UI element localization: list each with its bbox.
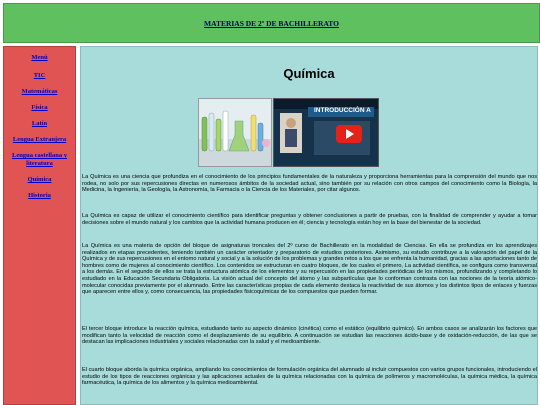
paragraph-fourth-block: El cuarto bloque aborda la química orgánica, ampliando los conocimientos de formulación orgánica del alumnado al incluir compuestos con varios grupos funcionales, introduciendo el estudio de los tipos de reacciones orgánicas y las aplicaciones actuales de la química relacionadas con la química de polímeros y macromoléculas, la química médica, la química farmacéutica, la química de los alimentos y la química medioambiental. — [82, 367, 537, 387]
nav-item-tic[interactable]: TIC — [33, 72, 46, 79]
paragraph-third-block: El tercer bloque introduce la reacción química, estudiando tanto su aspecto dinámico (cinética) como el estático (equilibrio químico). En ambos casos se analizarán los factores que modifican tanto la velocidad de reacción como el desplazamiento de su equilibrio. A continuación se estudian las reacciones ácido-base y de oxidación-reducción, de las que se destacan las implicaciones industriales y sociales relacionadas con la salud y el medioambiente. — [82, 326, 537, 346]
paragraph-subject-structure: La Química es una materia de opción del bloque de asignaturas troncales del 2º curso de Bachillerato en la modalidad de Ciencias. En ella se profundiza en los aprendizajes realizados en etapas precedentes, teniendo también un carácter orientador y preparatorio de estudios posteriores. Asimismo, su estudio contribuye a la valoración del papel de la Química y de sus repercusiones en el entorno natural y social y a la solución de los problemas y grandes retos a los que se enfrenta la humanidad, gracias a las aportaciones tanto de hombres como de mujeres al conocimiento científico. Los contenidos se estructuran en cuatro bloques, de los cuales el primero, La actividad científica, se configura como transversal a los demás. En el segundo de ellos se trata la estructura atómica de los elementos y su repercusión en las propiedades periódicas de los mismos, profundizando y completando lo estudiado en la Educación Secundaria Obligatoria. La visión actual del concepto del átomo y las subpartículas que lo conforman contrasta con las nociones de la teoría atómico-molecular conocidas previamente por el alumnado. Entre las características propias de cada elemento destaca la reactividad de sus átomos y los distintos tipos de enlaces y fuerzas que aparecen entre ellos y, como consecuencia, las propiedades fisicoquímicas de los compuestos que pueden formar. — [82, 243, 537, 296]
nav-item-historia[interactable]: Historia — [28, 192, 51, 199]
page-title: Química — [283, 66, 335, 81]
nav-item-lengua-castellana[interactable]: Lengua castellana y literatura — [12, 152, 67, 167]
nav-item-quimica[interactable]: Química — [27, 176, 52, 183]
youtube-video-embed[interactable] — [273, 98, 379, 167]
main-content — [80, 46, 538, 405]
header-title-link[interactable]: MATERIAS DE 2º DE BACHILLERATO — [204, 18, 339, 28]
paragraph-scientific-knowledge: La Química es capaz de utilizar el conocimiento científico para identificar preguntas y obtener conclusiones a partir de pruebas, con la finalidad de comprender y ayudar a tomar decisiones sobre el mundo natural y los cambios que la actividad humana producen en él; ciencia y tecnología están hoy en la base del bienestar de la sociedad. — [82, 213, 537, 226]
page-header — [3, 3, 540, 43]
video-badge-text: INTRODUCCIÓN A — [314, 107, 371, 114]
nav-item-matematicas[interactable]: Matemáticas — [21, 88, 58, 95]
nav-item-menu[interactable]: Menú — [31, 54, 48, 61]
sidebar-nav — [3, 46, 76, 405]
chemistry-lab-image — [198, 98, 272, 167]
nav-item-fisica[interactable]: Física — [31, 104, 48, 111]
paragraph-intro: La Química es una ciencia que profundiza en el conocimiento de los principios fundamentales de la naturaleza y proporciona herramientas para la comprensión del mundo que nos rodea, no solo por sus repercusiones directas en numerosos ámbitos de la sociedad actual, sino también por su relación con otros campos del conocimiento como la Biología, la Medicina, la Ingeniería, la Geología, la Astronomía, la Farmacia o la Ciencia de los Materiales, por citar algunos. — [82, 174, 537, 194]
nav-item-latin[interactable]: Latín — [31, 120, 48, 127]
nav-item-lengua-extranjera[interactable]: Lengua Extranjera — [12, 136, 67, 143]
